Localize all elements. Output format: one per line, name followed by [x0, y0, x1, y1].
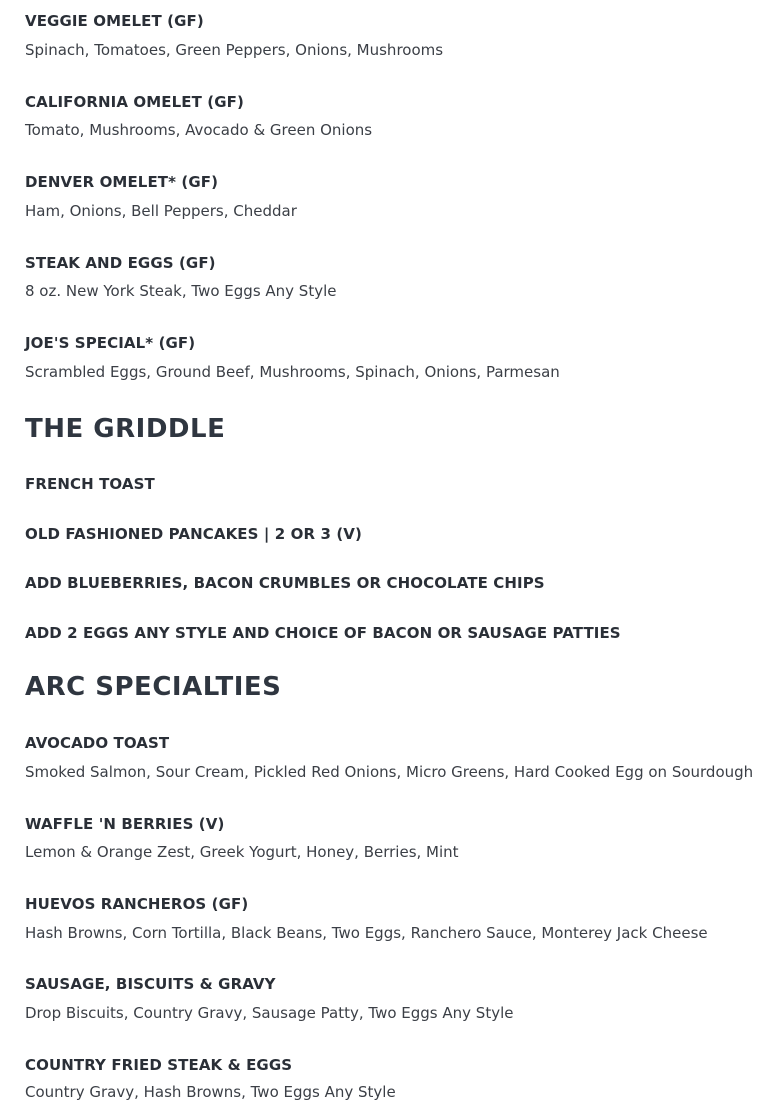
menu-item-title: COUNTRY FRIED STEAK & EGGS	[25, 1056, 293, 1074]
griddle-item: ADD BLUEBERRIES, BACON CRUMBLES OR CHOCOLATE CHIPS	[25, 574, 545, 592]
menu-item-title: DENVER OMELET* (GF)	[25, 173, 219, 191]
menu-item-description: Ham, Onions, Bell Peppers, Cheddar	[25, 202, 297, 220]
menu-item-title: CALIFORNIA OMELET (GF)	[25, 93, 244, 111]
menu-item	[25, 92, 372, 140]
menu-item-title: HUEVOS RANCHEROS (GF)	[25, 895, 249, 913]
menu-item-title: AVOCADO TOAST	[25, 734, 170, 752]
menu-item-title: SAUSAGE, BISCUITS & GRAVY	[25, 975, 276, 993]
menu-item	[25, 974, 513, 1023]
section-heading-specialties: ARC SPECIALTIES	[25, 672, 282, 702]
menu-item	[25, 253, 336, 301]
menu-item-description: Drop Biscuits, Country Gravy, Sausage Patty, Two Eggs Any Style	[25, 1004, 514, 1022]
menu-item	[25, 1055, 396, 1102]
menu-item	[25, 894, 708, 943]
menu-item-description: Hash Browns, Corn Tortilla, Black Beans, Two Eggs, Ranchero Sauce, Monterey Jack Cheese	[25, 924, 708, 942]
menu-item	[25, 333, 560, 382]
menu-item-title: VEGGIE OMELET (GF)	[25, 12, 204, 30]
griddle-item: OLD FASHIONED PANCAKES | 2 OR 3 (V)	[25, 525, 362, 543]
menu-item-title: STEAK AND EGGS (GF)	[25, 254, 216, 272]
menu-item	[25, 733, 753, 782]
menu-item-title: JOE'S SPECIAL* (GF)	[25, 334, 196, 352]
menu-item-description: Lemon & Orange Zest, Greek Yogurt, Honey, Berries, Mint	[25, 843, 459, 861]
menu-item-description: Scrambled Eggs, Ground Beef, Mushrooms, Spinach, Onions, Parmesan	[25, 363, 560, 381]
section-heading-griddle: THE GRIDDLE	[25, 414, 226, 444]
griddle-item: ADD 2 EGGS ANY STYLE AND CHOICE OF BACON OR SAUSAGE PATTIES	[25, 624, 621, 642]
menu-item	[25, 11, 443, 60]
menu-item-title: WAFFLE 'N BERRIES (V)	[25, 815, 225, 833]
menu-item	[25, 172, 297, 221]
menu-item-description: Spinach, Tomatoes, Green Peppers, Onions, Mushrooms	[25, 41, 444, 59]
menu-item-description: 8 oz. New York Steak, Two Eggs Any Style	[25, 282, 337, 300]
menu-item-description: Tomato, Mushrooms, Avocado & Green Onions	[25, 121, 373, 139]
menu-item	[25, 814, 459, 862]
menu-item-description: Country Gravy, Hash Browns, Two Eggs Any Style	[25, 1083, 396, 1101]
menu-item-description: Smoked Salmon, Sour Cream, Pickled Red Onions, Micro Greens, Hard Cooked Egg on Sourdough	[25, 763, 754, 781]
griddle-item: FRENCH TOAST	[25, 475, 155, 493]
